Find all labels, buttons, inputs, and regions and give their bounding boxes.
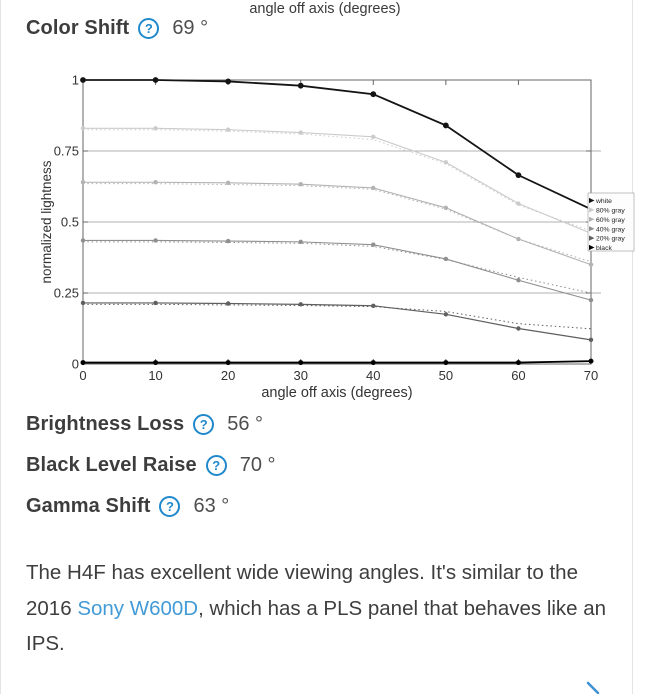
- svg-text:0.25: 0.25: [53, 285, 79, 301]
- paragraph-text: The H4F has excellent wide viewing angles. It's similar to the 2016: [26, 561, 578, 620]
- metric-value: 70 °: [239, 454, 276, 476]
- metric-value: 69 °: [172, 17, 209, 39]
- svg-text:0.5: 0.5: [60, 214, 79, 230]
- svg-text:0.75: 0.75: [53, 143, 79, 159]
- help-question-icon[interactable]: ?: [193, 414, 214, 435]
- svg-text:0: 0: [79, 368, 87, 383]
- svg-text:80% gray: 80% gray: [596, 207, 625, 215]
- svg-text:20: 20: [220, 368, 236, 383]
- metric-label: Brightness Loss: [26, 413, 185, 435]
- metric-row-gamma-shift: [26, 495, 229, 518]
- svg-text:white: white: [596, 198, 612, 206]
- svg-text:black: black: [596, 245, 612, 253]
- svg-text:40: 40: [366, 368, 381, 383]
- svg-text:normalized lightness: normalized lightness: [39, 160, 54, 284]
- svg-text:60% gray: 60% gray: [596, 216, 625, 224]
- metric-value: 63 °: [193, 495, 230, 517]
- previous-chart-axis-label: angle off axis (degrees): [249, 1, 401, 17]
- svg-text:0: 0: [71, 356, 79, 372]
- svg-text:60: 60: [511, 368, 526, 383]
- paragraph-text: , which has a PLS panel that behaves like an IPS.: [26, 596, 607, 655]
- metric-row-brightness-loss: [26, 413, 263, 436]
- sony-w600d-link[interactable]: Sony W600D: [77, 596, 199, 620]
- svg-text:1: 1: [71, 72, 79, 88]
- metric-row-color-shift: [26, 17, 208, 40]
- help-question-icon[interactable]: ?: [138, 18, 159, 39]
- next-arrow-icon[interactable]: [581, 678, 603, 694]
- svg-text:50: 50: [438, 368, 454, 383]
- viewing-angle-chart: [1, 60, 634, 402]
- svg-text:40% gray: 40% gray: [596, 226, 625, 234]
- metric-value: 56 °: [227, 413, 264, 435]
- svg-text:30: 30: [293, 368, 308, 383]
- help-question-icon[interactable]: ?: [206, 455, 227, 476]
- metric-label: Black Level Raise: [26, 454, 197, 476]
- review-paragraph: [26, 555, 614, 662]
- svg-text:20% gray: 20% gray: [596, 235, 625, 243]
- metric-label: Color Shift: [26, 17, 130, 39]
- svg-text:70: 70: [583, 368, 599, 383]
- svg-text:10: 10: [148, 368, 163, 383]
- svg-text:angle off axis (degrees): angle off axis (degrees): [261, 385, 413, 401]
- metric-label: Gamma Shift: [26, 495, 151, 517]
- metric-row-black-level-raise: [26, 454, 276, 477]
- help-question-icon[interactable]: ?: [159, 496, 180, 517]
- previous-chart-axis-label-clipped: [1, 0, 661, 17]
